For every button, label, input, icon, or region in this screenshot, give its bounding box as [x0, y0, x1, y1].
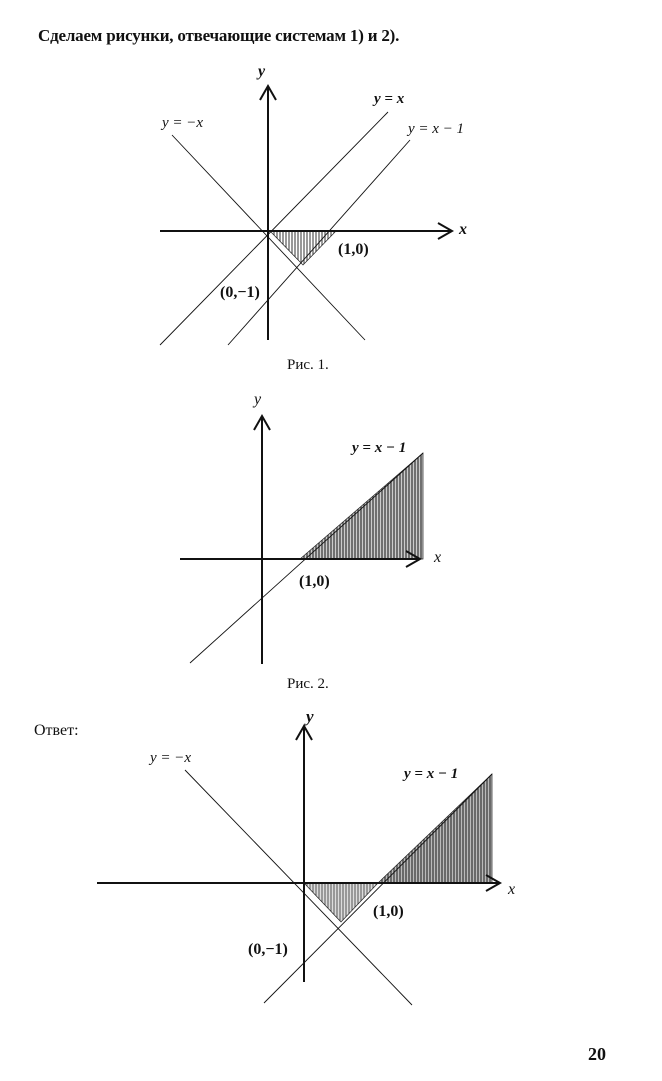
- fig3-line-y-neg-x: [185, 770, 412, 1005]
- fig1-y-label: y: [258, 63, 266, 80]
- fig1-x-label: x: [459, 221, 467, 238]
- fig3-point-0-neg1: (0,−1): [248, 941, 288, 958]
- fig2-label-y-x-minus-1: y = x − 1: [352, 440, 407, 456]
- fig3-label-y-x-minus-1: y = x − 1: [404, 766, 459, 782]
- fig2-caption: Рис. 2.: [287, 676, 329, 692]
- answer-label: Ответ:: [34, 722, 79, 739]
- fig1-label-y-neg-x: y = −x: [162, 115, 204, 131]
- fig3-y-label: y: [306, 707, 314, 726]
- figure-3: [0, 700, 662, 1020]
- intro-text: Сделаем рисунки, отвечающие системам 1) и 2).: [38, 26, 400, 45]
- fig3-x-label: x: [508, 881, 516, 898]
- fig1-point-1-0: (1,0): [338, 241, 369, 258]
- fig3-line-y-x-minus-1: [264, 774, 492, 1003]
- fig2-point-1-0: (1,0): [299, 573, 330, 590]
- fig2-y-label: y: [254, 391, 262, 408]
- page-number: 20: [588, 1044, 606, 1064]
- fig1-line-y-x: [160, 112, 388, 345]
- fig1-label-y-x: y = x: [374, 91, 405, 107]
- figure-2: [0, 380, 662, 680]
- figure-1: [0, 0, 662, 380]
- fig2-x-label: x: [434, 549, 442, 566]
- fig2-shaded-region: [300, 453, 423, 559]
- fig3-label-y-neg-x: y = −x: [150, 750, 192, 766]
- fig1-line-y-x-minus-1: [228, 140, 410, 345]
- fig1-label-y-x-minus-1: y = x − 1: [408, 121, 465, 137]
- fig3-point-1-0: (1,0): [373, 903, 404, 920]
- fig1-point-0-neg1: (0,−1): [220, 284, 260, 301]
- fig3-shaded-triangle: [304, 883, 378, 922]
- fig1-caption: Рис. 1.: [287, 357, 329, 373]
- fig3-shaded-right: [378, 774, 492, 883]
